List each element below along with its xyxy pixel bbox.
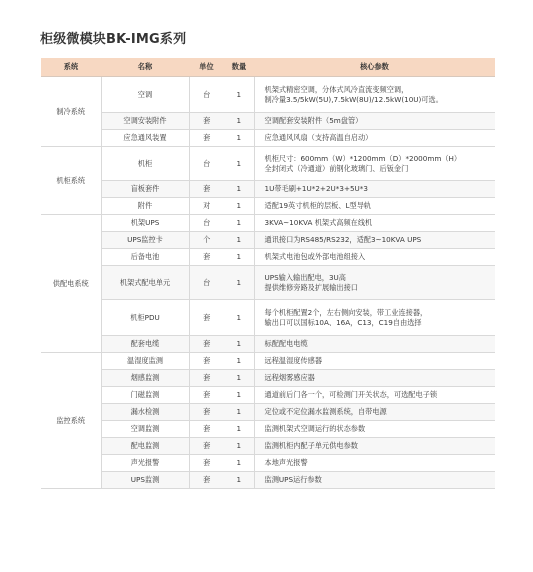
- table-row: [41, 130, 495, 147]
- table-row: [41, 353, 495, 370]
- quantity-cell: 1: [224, 130, 254, 147]
- unit-cell: 台: [189, 266, 224, 300]
- unit-cell: 套: [189, 387, 224, 404]
- core-params-line: 制冷量3.5/5kW(5U),7.5kW(8U)/12.5kW(10U)可选。: [264, 94, 443, 104]
- item-name-cell: 配套电缆: [101, 336, 189, 353]
- core-params-cell: [254, 181, 495, 198]
- table-row: [41, 215, 495, 232]
- item-name-cell: 空调监测: [101, 421, 189, 438]
- unit-cell: 个: [189, 232, 224, 249]
- item-name-cell: 机架UPS: [101, 215, 189, 232]
- core-params-cell: [254, 336, 495, 353]
- unit-cell: 套: [189, 353, 224, 370]
- system-cell: 机柜系统: [41, 147, 101, 215]
- header-unit: 单位: [189, 58, 224, 77]
- unit-cell: 台: [189, 215, 224, 232]
- item-name-cell: 机柜: [101, 147, 189, 181]
- quantity-cell: 1: [224, 300, 254, 336]
- item-name-cell: 烟感监测: [101, 370, 189, 387]
- system-cell: 制冷系统: [41, 77, 101, 147]
- unit-cell: 对: [189, 198, 224, 215]
- table-row: [41, 404, 495, 421]
- core-params-cell: [254, 232, 495, 249]
- item-name-cell: 机柜PDU: [101, 300, 189, 336]
- core-params-cell: [254, 353, 495, 370]
- quantity-cell: 1: [224, 147, 254, 181]
- core-params-line: 定位或不定位漏水监测系统，自带电源: [264, 407, 387, 416]
- quantity-cell: 1: [224, 438, 254, 455]
- quantity-cell: 1: [224, 215, 254, 232]
- header-core-params: 核心参数: [254, 58, 495, 77]
- table-header-row: [41, 58, 495, 77]
- table-row: [41, 421, 495, 438]
- item-name-cell: 应急通风装置: [101, 130, 189, 147]
- unit-cell: 套: [189, 113, 224, 130]
- core-params-cell: [254, 300, 495, 336]
- item-name-cell: UPS监控卡: [101, 232, 189, 249]
- core-params-line: 机柜尺寸：600mm（W）*1200mm（D）*2000mm（H）: [264, 153, 462, 163]
- core-params-cell: [254, 215, 495, 232]
- table-row: [41, 147, 495, 181]
- quantity-cell: 1: [224, 232, 254, 249]
- core-params-line: 监测机柜内配子单元供电参数: [264, 441, 358, 450]
- quantity-cell: 1: [224, 387, 254, 404]
- quantity-cell: 1: [224, 181, 254, 198]
- item-name-cell: 温湿度监测: [101, 353, 189, 370]
- core-params-line: 监测UPS运行参数: [264, 475, 322, 484]
- quantity-cell: 1: [224, 455, 254, 472]
- item-name-cell: 漏水检测: [101, 404, 189, 421]
- unit-cell: 套: [189, 472, 224, 489]
- core-params-line: 机架式精密空调，分体式风冷直流变频空调，: [264, 84, 409, 94]
- core-params-cell: [254, 147, 495, 181]
- table-row: [41, 472, 495, 489]
- unit-cell: 套: [189, 181, 224, 198]
- core-params-cell: [254, 455, 495, 472]
- core-params-cell: [254, 266, 495, 300]
- unit-cell: 套: [189, 421, 224, 438]
- header-system: 系统: [41, 58, 101, 77]
- core-params-cell: [254, 438, 495, 455]
- core-params-line: 远程烟雾感应器: [264, 373, 315, 382]
- quantity-cell: 1: [224, 336, 254, 353]
- core-params-cell: [254, 113, 495, 130]
- table-row: [41, 336, 495, 353]
- item-name-cell: 门磁监测: [101, 387, 189, 404]
- table-row: [41, 232, 495, 249]
- item-name-cell: 空调安装附件: [101, 113, 189, 130]
- core-params-cell: [254, 421, 495, 438]
- quantity-cell: 1: [224, 421, 254, 438]
- header-name: 名称: [101, 58, 189, 77]
- core-params-cell: [254, 472, 495, 489]
- table-row: [41, 300, 495, 336]
- unit-cell: 套: [189, 370, 224, 387]
- quantity-cell: 1: [224, 198, 254, 215]
- page-title: 柜级微模块BK-IMG系列: [40, 32, 187, 47]
- unit-cell: 台: [189, 77, 224, 113]
- quantity-cell: 1: [224, 472, 254, 489]
- core-params-line: 3KVA~10KVA 机架式高频在线机: [264, 218, 373, 227]
- item-name-cell: 配电监测: [101, 438, 189, 455]
- core-params-cell: [254, 404, 495, 421]
- core-params-line: 空调配套安装附件（5m盘管）: [264, 116, 363, 125]
- table-row: [41, 266, 495, 300]
- system-cell: 监控系统: [41, 353, 101, 489]
- table-row: [41, 198, 495, 215]
- core-params-cell: [254, 249, 495, 266]
- core-params-line: 监测机架式空调运行的状态参数: [264, 424, 366, 433]
- quantity-cell: 1: [224, 249, 254, 266]
- unit-cell: 套: [189, 404, 224, 421]
- table-row: [41, 77, 495, 113]
- table-row: [41, 387, 495, 404]
- core-params-cell: [254, 198, 495, 215]
- item-name-cell: 盲板套件: [101, 181, 189, 198]
- table-row: [41, 181, 495, 198]
- unit-cell: 套: [189, 455, 224, 472]
- quantity-cell: 1: [224, 370, 254, 387]
- table-row: [41, 370, 495, 387]
- table-row: [41, 249, 495, 266]
- quantity-cell: 1: [224, 77, 254, 113]
- core-params-line: 通讯接口为RS485/RS232，适配3~10KVA UPS: [264, 235, 422, 244]
- core-params-line: 标配配电电缆: [264, 339, 308, 348]
- unit-cell: 台: [189, 147, 224, 181]
- quantity-cell: 1: [224, 113, 254, 130]
- unit-cell: 套: [189, 336, 224, 353]
- system-cell: 供配电系统: [41, 215, 101, 353]
- core-params-line: 提供维修旁路及扩展输出接口: [264, 282, 358, 292]
- table-row: [41, 113, 495, 130]
- core-params-line: 通道前后门各一个，可检测门开关状态，可选配电子锁: [264, 390, 438, 399]
- quantity-cell: 1: [224, 266, 254, 300]
- item-name-cell: 空调: [101, 77, 189, 113]
- core-params-cell: [254, 130, 495, 147]
- item-name-cell: 附件: [101, 198, 189, 215]
- table-row: [41, 455, 495, 472]
- core-params-line: 远程温湿度传感器: [264, 356, 323, 365]
- core-params-line: UPS输入输出配电，3U高: [264, 272, 346, 282]
- core-params-line: 本地声光报警: [264, 458, 308, 467]
- core-params-cell: [254, 387, 495, 404]
- core-params-line: 全封闭式（冷通道）前钢化玻璃门、后钣金门: [264, 163, 409, 173]
- core-params-cell: [254, 77, 495, 113]
- item-name-cell: 后备电池: [101, 249, 189, 266]
- core-params-line: 1U带毛刷+1U*2+2U*3+5U*3: [264, 184, 368, 193]
- core-params-line: 每个机柜配置2个，左右侧向安装，带工业连接器，: [264, 307, 428, 317]
- unit-cell: 套: [189, 300, 224, 336]
- core-params-line: 适配19英寸机柜的层板、L型导轨: [264, 201, 372, 210]
- item-name-cell: 机架式配电单元: [101, 266, 189, 300]
- core-params-cell: [254, 370, 495, 387]
- unit-cell: 套: [189, 438, 224, 455]
- unit-cell: 套: [189, 130, 224, 147]
- core-params-line: 应急通风风扇（支持高温自启动）: [264, 133, 373, 142]
- core-params-line: 机架式电池包或外部电池组接入: [264, 252, 366, 261]
- header-quantity: 数量: [224, 58, 254, 77]
- item-name-cell: 声光报警: [101, 455, 189, 472]
- core-params-line: 输出口可以国标10A、16A，C13，C19自由选择: [264, 317, 422, 327]
- quantity-cell: 1: [224, 404, 254, 421]
- unit-cell: 套: [189, 249, 224, 266]
- item-name-cell: UPS监测: [101, 472, 189, 489]
- spec-table: [41, 58, 495, 489]
- quantity-cell: 1: [224, 353, 254, 370]
- table-row: [41, 438, 495, 455]
